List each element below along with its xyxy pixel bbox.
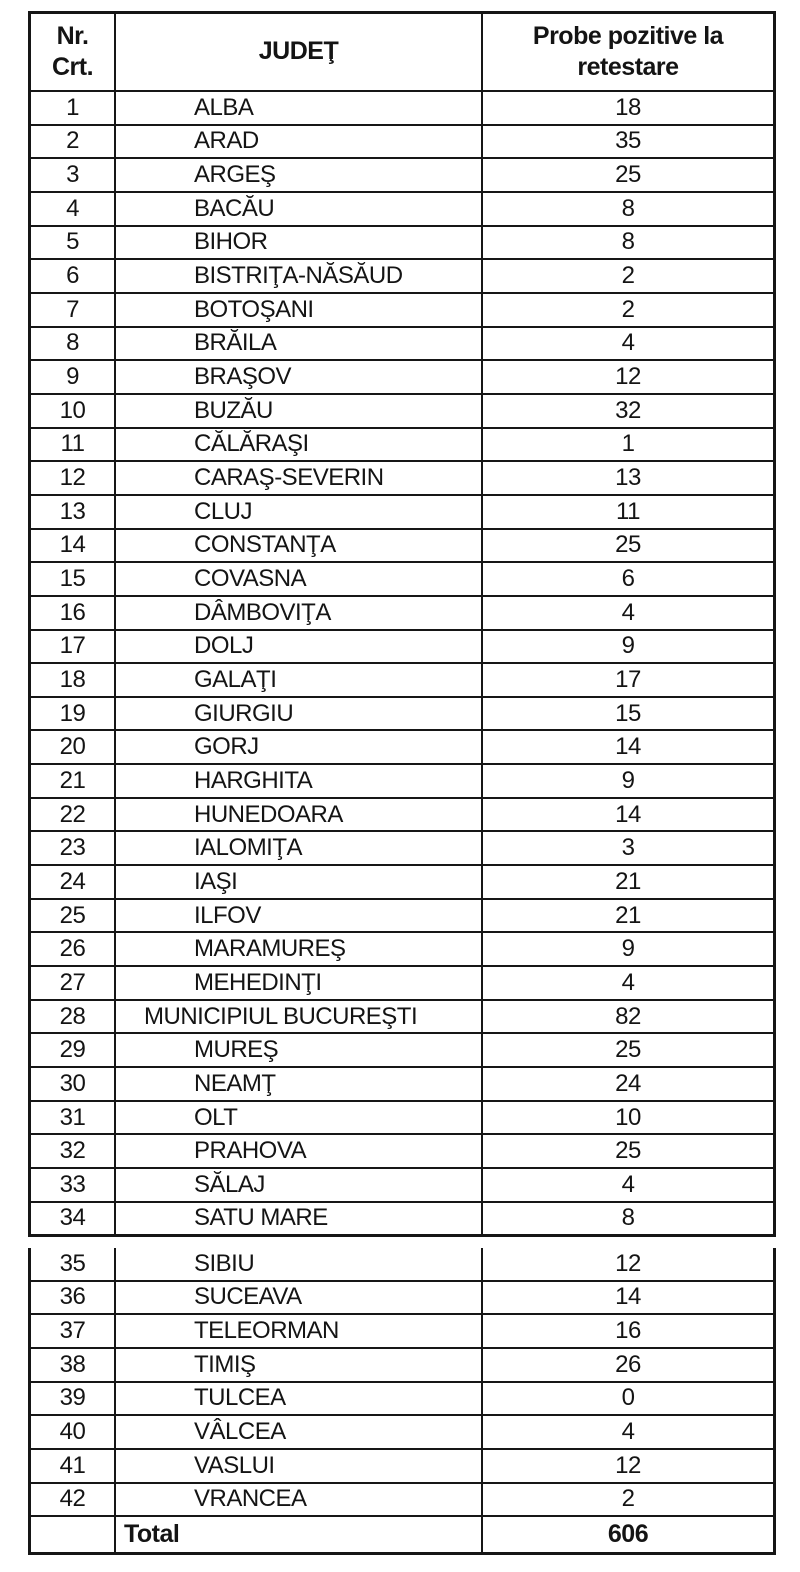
- cell-judet: BIHOR: [116, 227, 483, 259]
- cell-nr: 11: [31, 429, 116, 461]
- cell-value: 12: [615, 363, 641, 391]
- cell-value: 25: [615, 161, 641, 189]
- table-row: [31, 1068, 773, 1102]
- cell-judet: BUZĂU: [116, 395, 483, 427]
- cell-judet: ARAD: [116, 126, 483, 158]
- table-row: [31, 631, 773, 665]
- cell-value: 13: [615, 464, 641, 492]
- cell-value: 21: [615, 867, 641, 895]
- cell-nr: 9: [31, 361, 116, 393]
- cell-nr: 21: [31, 765, 116, 797]
- cell-judet: PRAHOVA: [116, 1135, 483, 1167]
- cell-nr: 28: [31, 1001, 116, 1033]
- cell-value: 8: [621, 228, 635, 256]
- header-probe-pozitive: Probe pozitive la retestare: [532, 21, 724, 81]
- cell-value: 11: [616, 497, 640, 525]
- cell-value: 2: [621, 295, 635, 323]
- cell-judet: NEAMŢ: [116, 1068, 483, 1100]
- cell-judet: IAŞI: [116, 866, 483, 898]
- cell-value: 12: [615, 1451, 641, 1479]
- cell-nr: 4: [31, 193, 116, 225]
- cell-judet: ARGEŞ: [116, 159, 483, 191]
- total-value: 606: [607, 1520, 649, 1549]
- cell-nr: 6: [31, 260, 116, 292]
- cell-judet: CARAŞ-SEVERIN: [116, 462, 483, 494]
- cell-nr: 32: [31, 1135, 116, 1167]
- table-row: [31, 1450, 773, 1484]
- cell-value: 3: [621, 834, 635, 862]
- table-row: [31, 227, 773, 261]
- cell-judet: HUNEDOARA: [116, 799, 483, 831]
- cell-judet: BISTRIŢA-NĂSĂUD: [116, 260, 483, 292]
- cell-judet: DÂMBOVIŢA: [116, 597, 483, 629]
- cell-judet: BACĂU: [116, 193, 483, 225]
- table-header-row: [31, 14, 773, 92]
- header-nr-crt: [31, 14, 116, 90]
- cell-judet: GIURGIU: [116, 698, 483, 730]
- table-row: [31, 92, 773, 126]
- cell-value: 4: [621, 968, 635, 996]
- cell-value: 26: [615, 1350, 641, 1378]
- counties-table-section-1: [28, 11, 776, 1237]
- table-row: [31, 563, 773, 597]
- cell-value: 25: [615, 1137, 641, 1165]
- cell-value: 16: [615, 1317, 641, 1345]
- table-row: [31, 799, 773, 833]
- cell-nr: 18: [31, 664, 116, 696]
- total-label: Total: [116, 1517, 483, 1552]
- cell-value: 25: [615, 531, 641, 559]
- cell-value: 1: [621, 430, 635, 458]
- cell-nr: 41: [31, 1450, 116, 1482]
- cell-value: 0: [621, 1384, 635, 1412]
- cell-nr: 26: [31, 933, 116, 965]
- cell-judet: MUNICIPIUL BUCUREŞTI: [116, 1001, 483, 1033]
- cell-judet: SUCEAVA: [116, 1282, 483, 1314]
- cell-judet: DOLJ: [116, 631, 483, 663]
- cell-nr: 2: [31, 126, 116, 158]
- cell-judet: MARAMUREŞ: [116, 933, 483, 965]
- cell-value: 8: [621, 1204, 635, 1232]
- table-row: [31, 1001, 773, 1035]
- cell-nr: 38: [31, 1349, 116, 1381]
- cell-judet: GALAŢI: [116, 664, 483, 696]
- table-row: [31, 1102, 773, 1136]
- cell-nr: 31: [31, 1102, 116, 1134]
- cell-value: 18: [615, 93, 641, 121]
- cell-nr: 10: [31, 395, 116, 427]
- table-body-2: [31, 1248, 773, 1517]
- cell-value: 14: [615, 733, 641, 761]
- cell-value: 4: [621, 1170, 635, 1198]
- table-row: [31, 765, 773, 799]
- cell-value: 14: [615, 800, 641, 828]
- table-row: [31, 698, 773, 732]
- total-empty-cell: [31, 1517, 116, 1552]
- cell-value: 6: [621, 565, 635, 593]
- cell-judet: SĂLAJ: [116, 1169, 483, 1201]
- cell-value: 15: [615, 699, 641, 727]
- table-row: [31, 496, 773, 530]
- table-row: [31, 361, 773, 395]
- cell-judet: VRANCEA: [116, 1484, 483, 1516]
- table-row: [31, 1203, 773, 1235]
- table-row: [31, 159, 773, 193]
- cell-nr: 16: [31, 597, 116, 629]
- cell-nr: 40: [31, 1416, 116, 1448]
- cell-nr: 39: [31, 1383, 116, 1415]
- cell-nr: 8: [31, 328, 116, 360]
- table-row: [31, 731, 773, 765]
- table-row: [31, 530, 773, 564]
- cell-judet: HARGHITA: [116, 765, 483, 797]
- table-row: [31, 260, 773, 294]
- cell-judet: TELEORMAN: [116, 1315, 483, 1347]
- table-row: [31, 1169, 773, 1203]
- table-row: [31, 1484, 773, 1518]
- table-row: [31, 1034, 773, 1068]
- cell-value: 2: [621, 262, 635, 290]
- cell-value: 17: [615, 665, 641, 693]
- cell-nr: 42: [31, 1484, 116, 1516]
- table-row: [31, 832, 773, 866]
- cell-judet: CONSTANŢA: [116, 530, 483, 562]
- table-row: [31, 933, 773, 967]
- cell-judet: COVASNA: [116, 563, 483, 595]
- cell-judet: VÂLCEA: [116, 1416, 483, 1448]
- cell-nr: 22: [31, 799, 116, 831]
- cell-value: 2: [621, 1485, 635, 1513]
- cell-nr: 24: [31, 866, 116, 898]
- cell-nr: 25: [31, 900, 116, 932]
- table-body-1: [31, 92, 773, 1234]
- cell-nr: 14: [31, 530, 116, 562]
- table-row: [31, 866, 773, 900]
- cell-nr: 33: [31, 1169, 116, 1201]
- cell-nr: 1: [31, 92, 116, 124]
- cell-nr: 20: [31, 731, 116, 763]
- cell-value: 9: [621, 632, 635, 660]
- cell-judet: CĂLĂRAŞI: [116, 429, 483, 461]
- cell-nr: 37: [31, 1315, 116, 1347]
- cell-value: 9: [621, 766, 635, 794]
- cell-judet: ILFOV: [116, 900, 483, 932]
- cell-value: 4: [621, 1418, 635, 1446]
- table-row: [31, 328, 773, 362]
- cell-value: 14: [615, 1283, 641, 1311]
- cell-nr: 19: [31, 698, 116, 730]
- cell-value: 4: [621, 329, 635, 357]
- cell-judet: MUREŞ: [116, 1034, 483, 1066]
- cell-nr: 13: [31, 496, 116, 528]
- cell-value: 82: [615, 1002, 641, 1030]
- cell-value: 9: [621, 935, 635, 963]
- cell-judet: IALOMIŢA: [116, 832, 483, 864]
- cell-value: 12: [615, 1249, 641, 1277]
- table-row: [31, 1416, 773, 1450]
- cell-nr: 35: [31, 1248, 116, 1280]
- cell-value: 4: [621, 598, 635, 626]
- cell-judet: VASLUI: [116, 1450, 483, 1482]
- cell-judet: BRAŞOV: [116, 361, 483, 393]
- table-row: [31, 1315, 773, 1349]
- cell-judet: SATU MARE: [116, 1203, 483, 1235]
- cell-judet: ALBA: [116, 92, 483, 124]
- cell-value: 24: [615, 1069, 641, 1097]
- table-row: [31, 900, 773, 934]
- cell-judet: MEHEDINŢI: [116, 967, 483, 999]
- cell-nr: 30: [31, 1068, 116, 1100]
- cell-nr: 34: [31, 1203, 116, 1235]
- cell-judet: TIMIŞ: [116, 1349, 483, 1381]
- cell-nr: 36: [31, 1282, 116, 1314]
- cell-value: 25: [615, 1036, 641, 1064]
- table-row: [31, 1349, 773, 1383]
- table-row: [31, 1135, 773, 1169]
- cell-nr: 29: [31, 1034, 116, 1066]
- cell-judet: BRĂILA: [116, 328, 483, 360]
- cell-judet: SIBIU: [116, 1248, 483, 1280]
- table-row: [31, 1248, 773, 1282]
- cell-value: 32: [615, 396, 641, 424]
- counties-table-section-2: [28, 1248, 776, 1555]
- cell-nr: 5: [31, 227, 116, 259]
- table-row: [31, 967, 773, 1001]
- header-judet: JUDEŢ: [116, 14, 483, 90]
- cell-judet: CLUJ: [116, 496, 483, 528]
- cell-value: 8: [621, 194, 635, 222]
- table-row: [31, 395, 773, 429]
- table-row: [31, 429, 773, 463]
- cell-nr: 12: [31, 462, 116, 494]
- table-row: [31, 126, 773, 160]
- table-row: [31, 462, 773, 496]
- cell-nr: 3: [31, 159, 116, 191]
- cell-nr: 23: [31, 832, 116, 864]
- total-row: [31, 1517, 773, 1552]
- table-row: [31, 294, 773, 328]
- cell-nr: 27: [31, 967, 116, 999]
- table-row: [31, 1383, 773, 1417]
- cell-judet: OLT: [116, 1102, 483, 1134]
- cell-judet: TULCEA: [116, 1383, 483, 1415]
- cell-nr: 7: [31, 294, 116, 326]
- cell-value: 35: [615, 127, 641, 155]
- table-row: [31, 193, 773, 227]
- cell-nr: 17: [31, 631, 116, 663]
- cell-value: 10: [615, 1103, 641, 1131]
- table-row: [31, 597, 773, 631]
- header-nr-line1: Nr.: [56, 21, 89, 50]
- cell-value: 21: [615, 901, 641, 929]
- cell-judet: BOTOŞANI: [116, 294, 483, 326]
- table-row: [31, 664, 773, 698]
- cell-nr: 15: [31, 563, 116, 595]
- table-row: [31, 1282, 773, 1316]
- cell-judet: GORJ: [116, 731, 483, 763]
- header-nr-line2: Crt.: [51, 53, 94, 81]
